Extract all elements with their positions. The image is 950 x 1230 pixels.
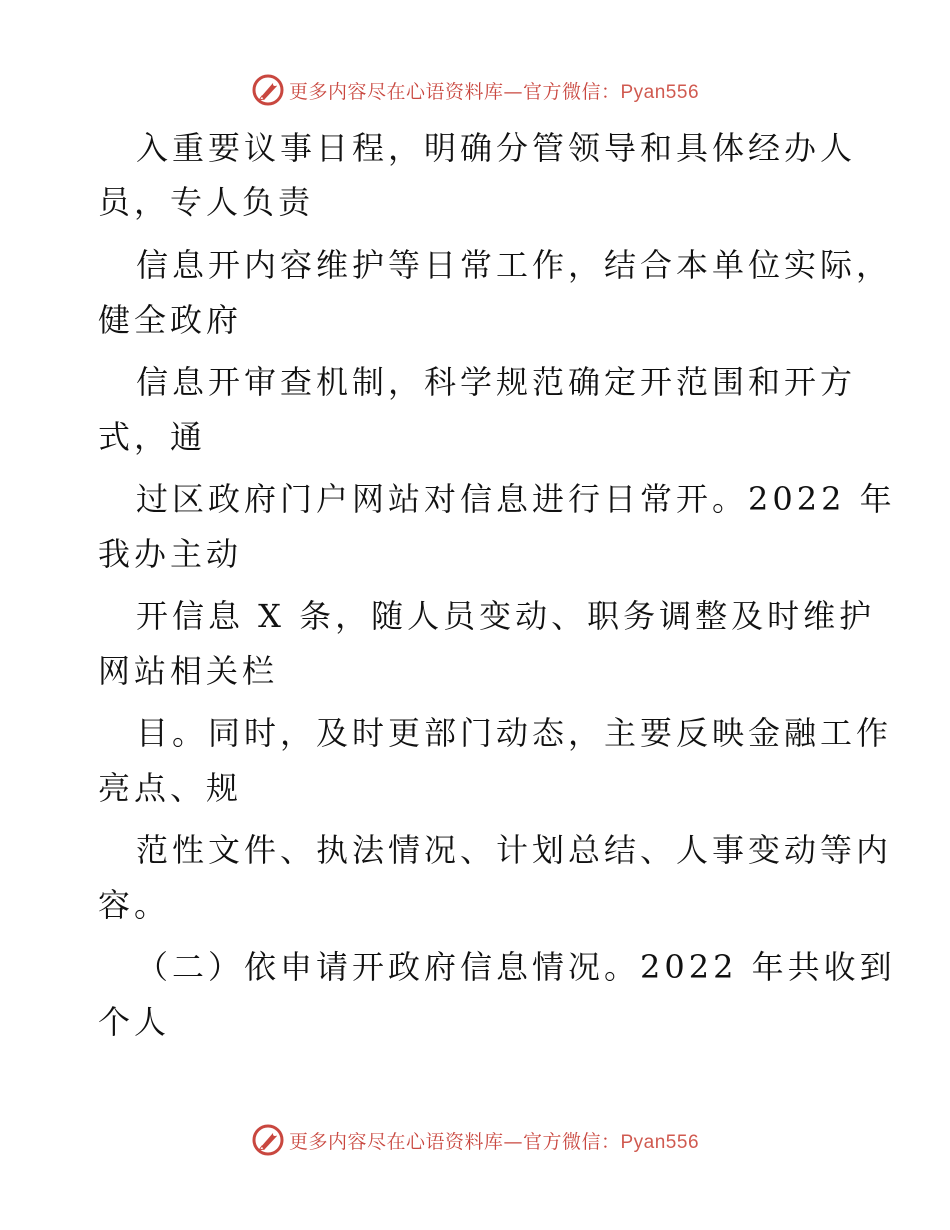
- body-line: 式，通: [98, 418, 207, 456]
- body-line: 信息开审查机制，科学规范确定开范围和开方: [136, 363, 857, 401]
- body-line: 个人: [98, 1003, 171, 1041]
- body-line: 开信息 X 条，随人员变动、职务调整及时维护: [136, 597, 876, 635]
- body-line: 亮点、规: [98, 769, 243, 807]
- body-line: 目。同时，及时更部门动态，主要反映金融工作: [136, 714, 893, 752]
- footer-watermark: [0, 1120, 950, 1160]
- body-line: 我办主动: [98, 535, 243, 573]
- watermark-id: Pyan556: [620, 1131, 700, 1153]
- header-watermark: [0, 70, 950, 110]
- body-line: （二）依申请开政府信息情况。2022 年共收到: [136, 948, 896, 986]
- body-line: 健全政府: [98, 301, 243, 339]
- watermark-text: 更多内容尽在心语资料库—官方微信：: [288, 1130, 621, 1153]
- body-line: 过区政府门户网站对信息进行日常开。2022 年: [136, 480, 896, 518]
- watermark-text: 更多内容尽在心语资料库—官方微信：: [288, 80, 621, 103]
- body-line: 入重要议事日程，明确分管领导和具体经办人: [136, 129, 857, 167]
- body-line: 员，专人负责: [98, 183, 315, 221]
- watermark-id: Pyan556: [620, 81, 700, 103]
- body-line: 网站相关栏: [98, 652, 279, 690]
- body-line: 容。: [98, 886, 171, 924]
- body-line: 信息开内容维护等日常工作，结合本单位实际，: [136, 246, 893, 284]
- body-line: 范性文件、执法情况、计划总结、人事变动等内: [136, 831, 893, 869]
- pen-seal-icon: [251, 1123, 285, 1157]
- pen-seal-icon: [251, 73, 285, 107]
